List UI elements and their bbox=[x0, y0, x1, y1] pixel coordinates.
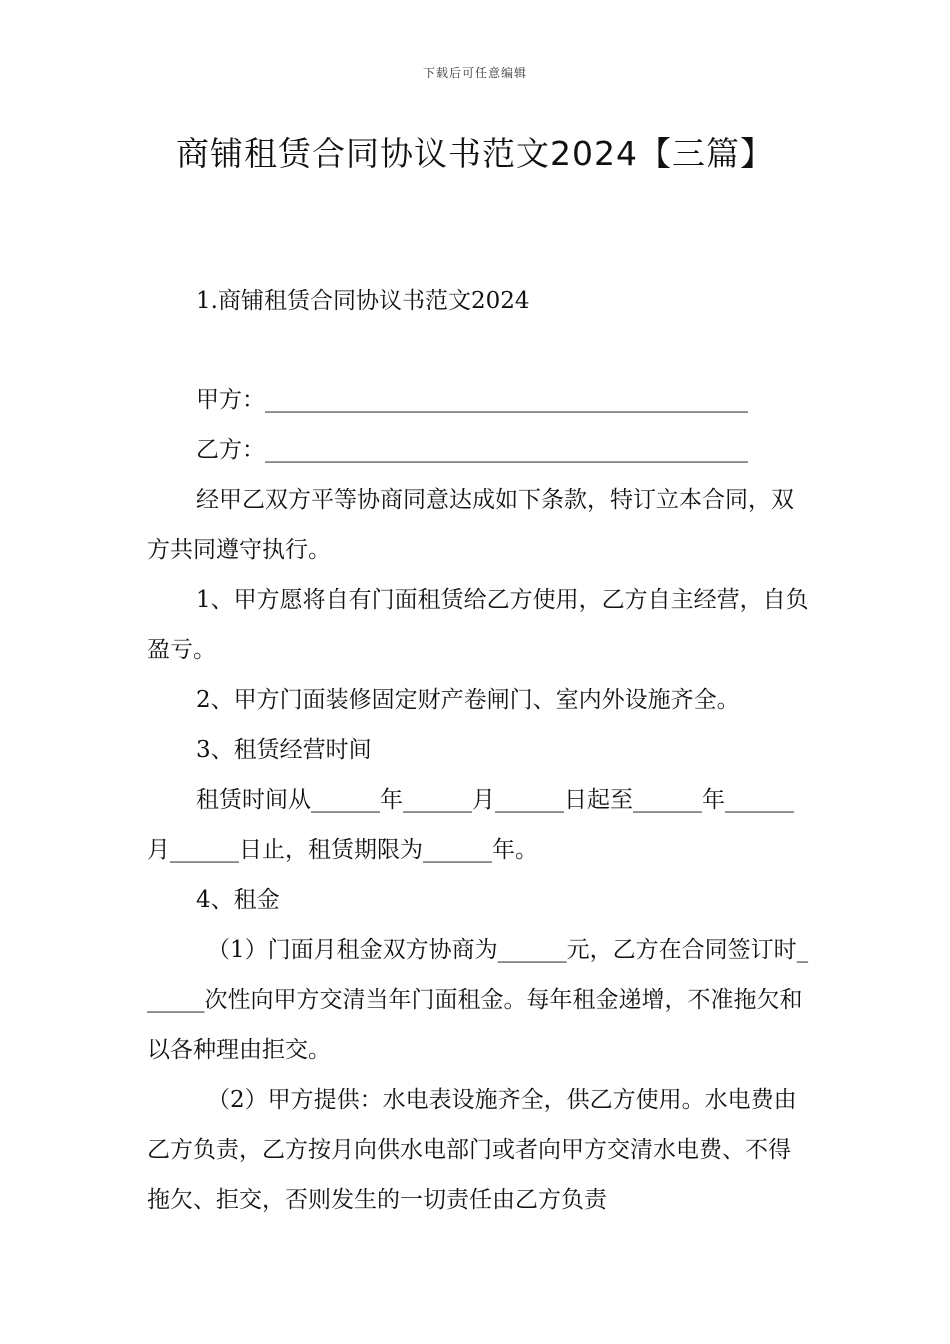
paragraph-clause-2: 2、甲方门面装修固定财产卷闸门、室内外设施齐全。 bbox=[196, 687, 740, 713]
party-a-line: 甲方：__________________________________________ bbox=[196, 387, 748, 413]
paragraph-clause-1: 1、甲方愿将自有门面租赁给乙方使用，乙方自主经营，自负盈亏。 bbox=[147, 587, 809, 663]
party-b-line: 乙方：__________________________________________ bbox=[196, 437, 748, 463]
paragraph-clause-3: 3、租赁经营时间 bbox=[196, 737, 372, 763]
document-title: 商铺租赁合同协议书范文2024【三篇】 bbox=[176, 134, 774, 173]
paragraph-rent-1: （1）门面月租金双方协商为______元，乙方在合同签订时______次性向甲方交清当年门面租金。每年租金递增，不准拖欠和以各种理由拒交。 bbox=[147, 937, 809, 1063]
header-note: 下载后可任意编辑 bbox=[422, 66, 527, 80]
paragraph-lease-period: 租赁时间从______年______月______日起至______年______月______日止，租赁期限为______年。 bbox=[147, 787, 794, 863]
contract-body bbox=[147, 375, 812, 1225]
section-heading: 1.商铺租赁合同协议书范文2024 bbox=[196, 288, 530, 314]
paragraph-clause-4: 4、租金 bbox=[196, 887, 280, 913]
paragraph-intro: 经甲乙双方平等协商同意达成如下条款，特订立本合同，双方共同遵守执行。 bbox=[147, 487, 794, 563]
paragraph-rent-2: （2）甲方提供：水电表设施齐全，供乙方使用。水电费由乙方负责，乙方按月向供水电部门或者向甲方交清水电费、不得拖欠、拒交，否则发生的一切责任由乙方负责 bbox=[147, 1087, 797, 1213]
